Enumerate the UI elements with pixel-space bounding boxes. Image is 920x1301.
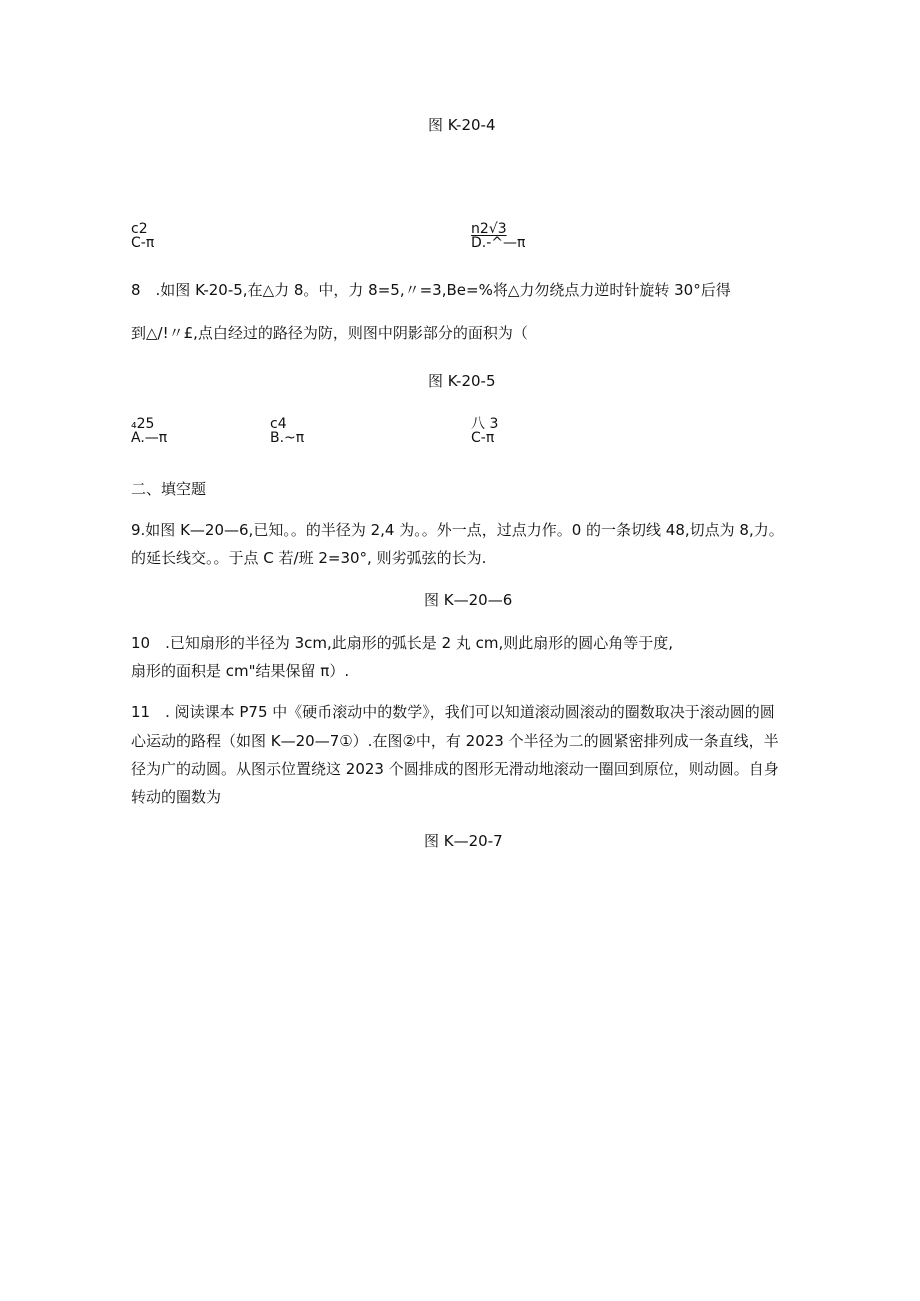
q9-line-2: 的延长线交。。于点 C 若/班 2=30°, 则劣弧弦的长为. xyxy=(131,549,487,567)
q7-option-c-numerator: c2 xyxy=(131,221,148,237)
q11-line-3: 径为广的动圆。从图示位置绕这 2023 个圆排成的图形无滑动地滚动一圈回到原位，则动圆。自身 xyxy=(131,760,779,778)
figure-caption-k20-4: 图 K-20-4 xyxy=(428,116,496,134)
figure-caption-k20-6: 图 K—20—6 xyxy=(424,591,513,609)
q11-line-1: 11 . 阅读课本 P75 中《硬币滚动中的数学》，我们可以知道滚动圆滚动的圈数取决于滚动圆的圆 xyxy=(131,703,775,721)
q8-line-2: 到△/!〃£,点白经过的路径为防，则图中阴影部分的面积为（ xyxy=(131,324,528,342)
q7-option-d-numerator: n2√3 xyxy=(471,221,507,237)
figure-caption-k20-7: 图 K—20-7 xyxy=(424,832,503,850)
q8-line-1: 8 .如图 K-20-5,在△力 8。中，力 8=5,〃=3,Be=%将△力勿绕点力逆时针旋转 30°后得 xyxy=(131,281,731,299)
q8-option-b: B.~π xyxy=(270,430,305,446)
q11-line-4: 转动的圈数为 xyxy=(131,788,222,806)
q10-line-2: 扇形的面积是 cm"结果保留 π）. xyxy=(131,662,350,680)
section-title-fill-in: 二、填空题 xyxy=(131,480,207,498)
q8-option-a-numerator: ₄25 xyxy=(131,416,155,432)
q8-option-c-numerator: 八 3 xyxy=(471,416,499,432)
q11-line-2: 心运动的路程（如图 K—20—7①）.在图②中，有 2023 个半径为二的圆紧密排列成一条直线，半 xyxy=(131,732,779,750)
q10-line-1: 10 .已知扇形的半径为 3cm,此扇形的弧长是 2 丸 cm,则此扇形的圆心角等于度, xyxy=(131,634,674,652)
q8-option-c: C-π xyxy=(471,430,495,446)
q7-option-c: C-π xyxy=(131,235,155,251)
figure-caption-k20-5: 图 K-20-5 xyxy=(428,372,496,390)
q9-line-1: 9.如图 K—20—6,已知。。的半径为 2,4 为。。外一点，过点力作。0 的一条切线 48,切点为 8,力。 xyxy=(131,521,784,539)
q8-option-b-numerator: c4 xyxy=(270,416,287,432)
q8-option-a: A.—π xyxy=(131,430,168,446)
q7-option-d: D.-^—π xyxy=(471,235,526,251)
